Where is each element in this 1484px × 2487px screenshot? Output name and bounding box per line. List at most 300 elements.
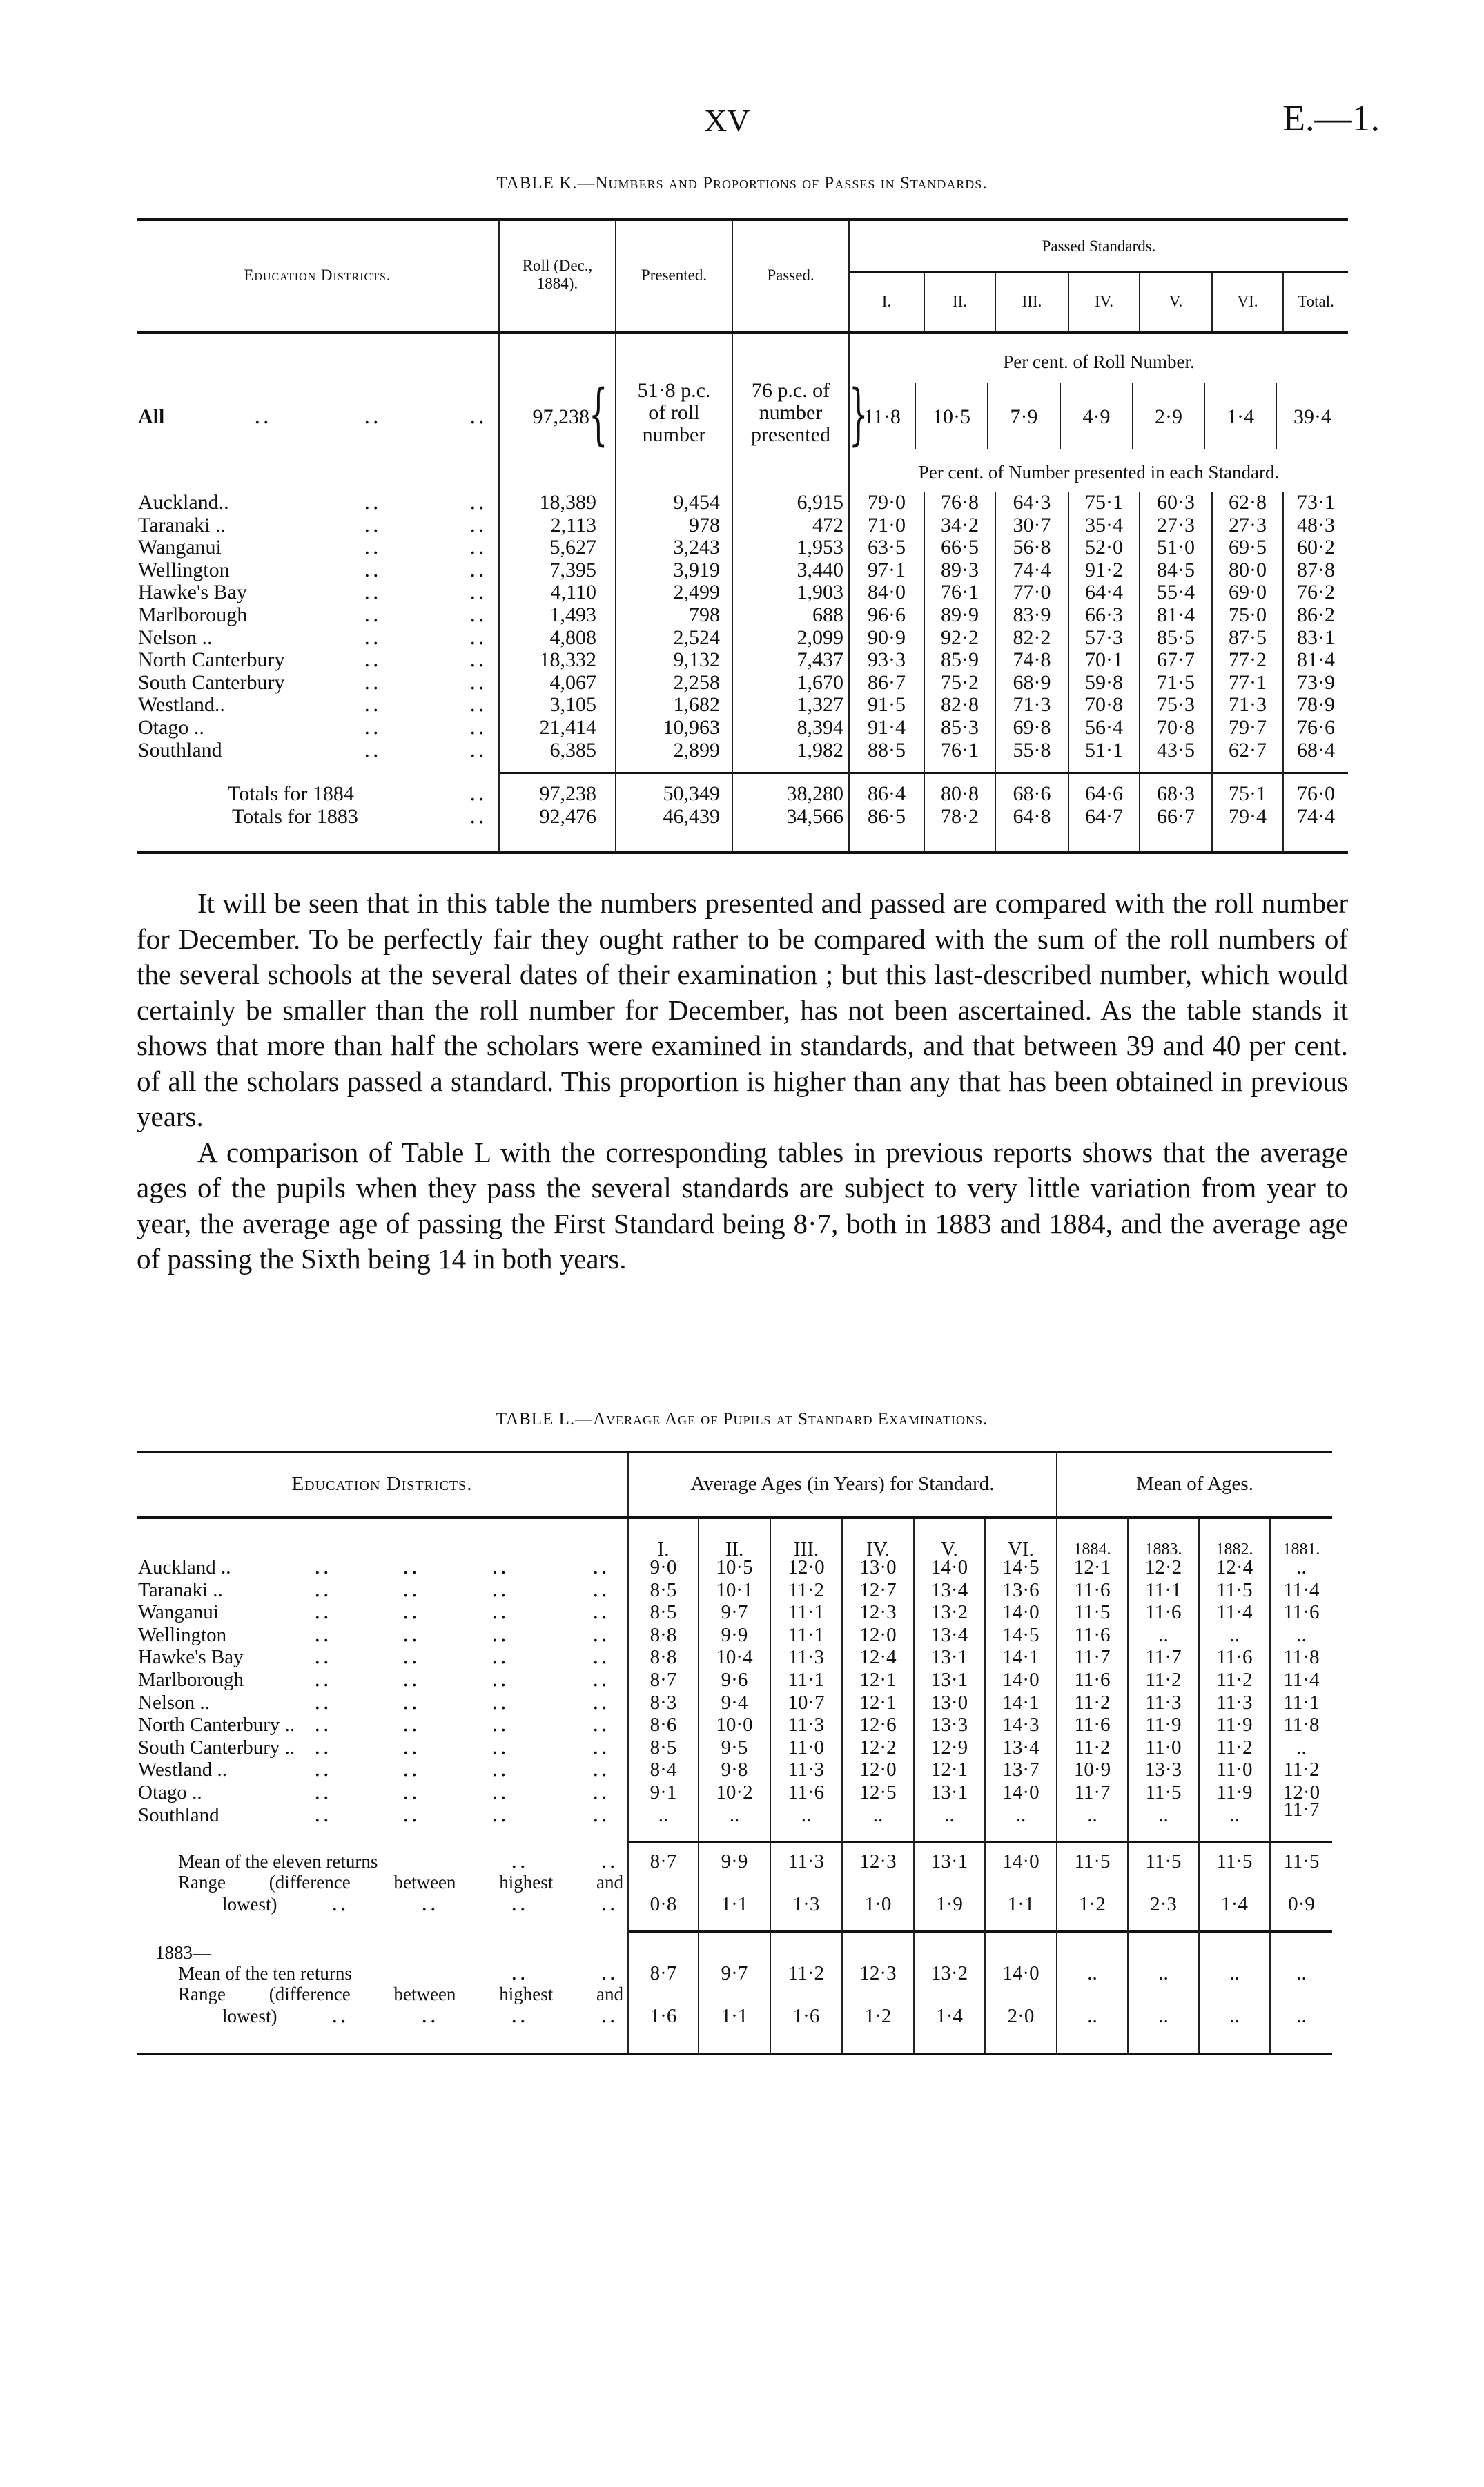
leader-dots: .. (254, 405, 272, 429)
mean-cell: 11·6 (1074, 1669, 1111, 1691)
passed-cell: 1,327 (797, 693, 843, 717)
leader-dots: .. (592, 1667, 610, 1692)
age-cell: 9·6 (721, 1669, 748, 1691)
percent-cell: 82·2 (1013, 626, 1051, 649)
percent-cell: 51·1 (1085, 738, 1123, 762)
all-passed-line: presented (751, 423, 830, 446)
column-header-roll (500, 257, 615, 293)
leader-dots: .. (592, 1780, 610, 1804)
percent-cell: 76·1 (941, 581, 979, 604)
age-cell: 12·0 (788, 1556, 825, 1578)
percent-cell: 76·2 (1297, 581, 1335, 604)
district-name: Westland .. (138, 1759, 227, 1781)
summary-mean-cell: 11·2 (788, 1962, 825, 1984)
presented-cell: 2,899 (673, 738, 720, 762)
all-percent-cell: 1·4 (1227, 405, 1254, 428)
percent-cell: 83·9 (1013, 603, 1051, 626)
mean-cell: 11·4 (1283, 1578, 1320, 1601)
age-cell: 10·5 (716, 1556, 753, 1578)
age-cell: 13·1 (930, 1669, 968, 1691)
percent-cell: 64·6 (1085, 782, 1123, 805)
leader-dots: .. (491, 1802, 509, 1827)
mean-cell: .. (1296, 1556, 1307, 1578)
table-k-title: TABLE K.—Numbers and Proportions of Passes in Standards. (496, 174, 988, 193)
range-label-1884: Range (difference between highest and (178, 1872, 623, 1893)
leader-dots: .. (592, 1690, 610, 1714)
district-name: North Canterbury (138, 648, 285, 672)
leader-dots: .. (364, 535, 382, 560)
all-presented-line: 51·8 p.c. (637, 379, 711, 402)
percent-cell: 63·5 (868, 536, 906, 559)
leader-dots: .. (314, 1622, 332, 1647)
mean-cell: 11·5 (1145, 1781, 1182, 1803)
column-header: 1884. (1073, 1540, 1111, 1558)
passed-cell: 472 (812, 513, 843, 536)
age-cell: 9·8 (721, 1759, 748, 1781)
percent-cell: 66·7 (1157, 804, 1195, 828)
district-name: Otago .. (138, 716, 204, 739)
age-cell: 11·3 (788, 1759, 825, 1781)
leader-dots: .. (364, 512, 382, 537)
percent-cell: 74·4 (1297, 804, 1335, 828)
leader-dots: .. (469, 580, 487, 605)
leader-dots: .. (364, 625, 382, 650)
mean-cell: 11·0 (1216, 1759, 1253, 1781)
percent-cell: 77·0 (1013, 581, 1051, 604)
table-l-top-rule (137, 1451, 1332, 1453)
presented-cell: 2,524 (673, 626, 720, 649)
leader-dots: .. (469, 512, 487, 537)
subheading-per-cent-roll: Per cent. of Roll Number. (1003, 351, 1195, 372)
leader-dots: .. (402, 1667, 420, 1692)
column-header-standard: V. (1169, 293, 1183, 310)
mean-cell: 10·9 (1073, 1759, 1111, 1781)
column-header: 1881. (1282, 1540, 1320, 1558)
mean-cell: 12·1 (1073, 1556, 1111, 1578)
leader-dots: .. (491, 1667, 509, 1692)
leader-dots: .. (402, 1690, 420, 1714)
table-k-bottom-rule (137, 851, 1348, 854)
age-cell: .. (944, 1803, 955, 1826)
age-cell: 9·5 (721, 1736, 748, 1759)
leader-dots: .. (491, 1555, 509, 1579)
leader-dots: .. (314, 1690, 332, 1714)
percent-cell: 76·1 (941, 738, 979, 762)
percent-cell: 70·8 (1085, 693, 1123, 717)
leader-dots: .. (402, 1600, 420, 1625)
summary-mean-cell: .. (1087, 1962, 1097, 1984)
leader-dots: .. (592, 1577, 610, 1602)
column-header-standard: II. (952, 293, 968, 310)
age-cell: 13·6 (1002, 1578, 1039, 1601)
age-cell: .. (729, 1803, 740, 1826)
summary-range-cell: 1·1 (721, 1893, 748, 1915)
district-name: Hawke's Bay (138, 1646, 244, 1669)
percent-cell: 78·9 (1297, 693, 1335, 717)
leader-dots: .. (491, 1577, 509, 1602)
roll-cell: 18,332 (539, 648, 596, 672)
district-name: Westland.. (138, 693, 225, 717)
summary-range-cell: 1·4 (936, 2005, 963, 2027)
leader-dots: .. (314, 1734, 332, 1759)
mean-cell: 11·6 (1074, 1623, 1111, 1646)
age-cell: 9·7 (721, 1601, 748, 1624)
summary-mean-cell: .. (1158, 1962, 1169, 1984)
percent-cell: 79·7 (1229, 716, 1267, 739)
mean-cell: 11·7 (1074, 1781, 1111, 1803)
mean-cell: 11·4 (1283, 1669, 1320, 1691)
table-l-title: TABLE L.—Average Age of Pupils at Standard Examinations. (496, 1410, 988, 1429)
percent-cell: 73·9 (1297, 670, 1335, 694)
summary-mean-cell: 9·7 (721, 1962, 748, 1984)
district-name: Marlborough (138, 1669, 244, 1691)
percent-cell: 75·0 (1229, 603, 1267, 626)
percent-cell: 89·3 (941, 558, 979, 581)
district-name: Otago .. (138, 1781, 202, 1803)
leader-dots: .. (491, 1780, 509, 1804)
percent-cell: 75·2 (941, 670, 979, 694)
age-cell: 11·3 (788, 1646, 825, 1669)
percent-cell: 75·1 (1229, 782, 1267, 805)
all-passed-line: number (759, 401, 823, 424)
percent-cell: 69·5 (1229, 536, 1267, 559)
age-cell: 14·1 (1002, 1646, 1039, 1669)
summary-range-cell: 2·0 (1007, 2005, 1035, 2027)
summary-range-cell: 1·6 (650, 2005, 677, 2027)
percent-cell: 84·0 (868, 581, 906, 604)
age-cell: 9·1 (650, 1781, 677, 1803)
mean-cell: 11·3 (1145, 1691, 1182, 1714)
mean-cell: 12·0 (1282, 1781, 1320, 1803)
passed-cell: 1,953 (797, 536, 843, 559)
percent-cell: 93·3 (868, 648, 906, 672)
leader-dots: .. (491, 1622, 509, 1647)
leader-dots: .. (314, 1802, 332, 1827)
percent-cell: 68·6 (1013, 782, 1051, 805)
leader-dots: .. (402, 1734, 420, 1759)
district-name: South Canterbury .. (138, 1736, 295, 1759)
mean-cell: 11·4 (1216, 1601, 1253, 1624)
leader-dots: .. (592, 1734, 610, 1759)
mean-cell: 11·5 (1216, 1578, 1253, 1601)
roll-cell: 6,385 (549, 738, 596, 762)
leader-dots: .. (402, 1757, 420, 1782)
age-cell: 13·3 (930, 1714, 968, 1736)
passed-cell: 38,280 (786, 782, 843, 805)
summary-range-cell: .. (1158, 2005, 1169, 2027)
summary-range-cell: .. (1229, 2005, 1240, 2027)
all-percent-cell: 10·5 (933, 405, 970, 428)
mean-cell: 11·6 (1074, 1714, 1111, 1736)
leader-dots: .. (469, 535, 487, 560)
district-name: Nelson .. (138, 1691, 210, 1714)
column-header: IV. (866, 1538, 890, 1560)
percent-cell: 66·5 (941, 536, 979, 559)
district-name: South Canterbury (138, 670, 285, 694)
leader-dots: .. (331, 1892, 349, 1916)
percent-cell: 70·8 (1157, 716, 1195, 739)
leader-dots: .. (314, 1577, 332, 1602)
roll-cell: 2,113 (550, 513, 596, 536)
leader-dots: .. (469, 693, 487, 717)
all-passed-line: 76 p.c. of (751, 379, 830, 402)
leader-dots: .. (314, 1757, 332, 1782)
presented-cell: 50,349 (663, 782, 720, 805)
percent-cell: 68·3 (1157, 782, 1195, 805)
age-cell: 12·0 (859, 1623, 897, 1646)
percent-cell: 30·7 (1013, 513, 1051, 536)
column-header: VI. (1008, 1538, 1034, 1560)
age-cell: 11·6 (788, 1781, 825, 1803)
all-passed (733, 380, 848, 446)
leader-dots: .. (469, 782, 487, 806)
percent-cell: 85·3 (941, 716, 979, 739)
percent-cell: 71·0 (868, 513, 906, 536)
leader-dots: .. (314, 1780, 332, 1804)
leader-dots: .. (314, 1712, 332, 1737)
age-cell: 12·9 (930, 1736, 968, 1759)
passed-cell: 6,915 (797, 491, 843, 514)
column-header-presented: Presented. (641, 267, 707, 284)
percent-cell: 48·3 (1297, 513, 1335, 536)
range-label-1883-line2: lowest) (222, 2006, 277, 2026)
age-cell: 13·1 (930, 1781, 968, 1803)
district-name: Wellington (138, 558, 230, 581)
percent-cell: 56·4 (1085, 716, 1123, 739)
leader-dots: .. (314, 1600, 332, 1625)
roll-cell: 7,395 (549, 558, 596, 581)
summary-range-cell: 1·2 (1079, 1893, 1106, 1915)
percent-cell: 55·4 (1157, 581, 1195, 604)
leader-dots: .. (469, 670, 487, 695)
district-name: Wellington (138, 1623, 227, 1646)
age-cell: 11·1 (788, 1601, 825, 1624)
leader-dots: .. (491, 1645, 509, 1670)
passed-cell: 7,437 (797, 648, 843, 672)
district-name: Taranaki .. (138, 1578, 223, 1601)
summary-range-cell: 1·6 (792, 2005, 820, 2027)
mean-cell: .. (1296, 1736, 1307, 1759)
age-cell: .. (1015, 1803, 1026, 1826)
percent-cell: 76·0 (1297, 782, 1335, 805)
summary-mean-cell: 9·9 (721, 1850, 748, 1872)
percent-cell: 81·4 (1297, 648, 1335, 672)
leader-dots: .. (364, 693, 382, 717)
age-cell: 14·3 (1002, 1714, 1039, 1736)
age-cell: 12·1 (859, 1669, 897, 1691)
passed-cell: 1,903 (797, 581, 843, 604)
age-cell: 8·4 (650, 1759, 677, 1781)
summary-mean-cell: 11·5 (1074, 1850, 1111, 1872)
percent-cell: 60·2 (1297, 536, 1335, 559)
mean-cell: 11·2 (1283, 1759, 1320, 1781)
percent-cell: 27·3 (1229, 513, 1267, 536)
percent-cell: 81·4 (1157, 603, 1195, 626)
leader-dots: .. (469, 405, 487, 429)
age-cell: .. (801, 1803, 812, 1826)
leader-dots: .. (592, 1712, 610, 1737)
mean-cell: 11·9 (1145, 1714, 1182, 1736)
leader-dots: .. (592, 1645, 610, 1670)
leader-dots: .. (592, 1555, 610, 1579)
passed-cell: 8,394 (797, 716, 843, 739)
leader-dots: .. (601, 1961, 618, 1985)
summary-range-cell: 1·4 (1221, 1893, 1248, 1915)
paragraph: It will be seen that in this table the numbers presented and passed are compared with the roll number for December. To be perfectly fair they ought rather to be compared with the sum of the roll numbers of the several schools at the several dates of their examination ; but this last-described number, which would certainly be smaller than the roll number for December, has not been ascertained. As the table stands it shows that more than half the scholars were examined in standards, and that between 39 and 40 per cent. of all the scholars passed a standard. This proportion is higher than any that has been obtained in previous years. (137, 887, 1348, 1132)
leader-dots: .. (364, 490, 382, 514)
summary-range-cell: 1·1 (1007, 1893, 1035, 1915)
leader-dots: .. (402, 1780, 420, 1804)
percent-cell: 89·9 (941, 603, 979, 626)
age-cell: 13·2 (930, 1601, 968, 1624)
column-header-passed-standards: Passed Standards. (1042, 238, 1156, 255)
all-percent-cell: 11·8 (863, 405, 901, 428)
district-name: Marlborough (138, 603, 248, 626)
roll-header-line2: 1884). (536, 275, 578, 292)
age-cell: 14·0 (1002, 1601, 1039, 1624)
leader-dots: .. (421, 1892, 439, 1916)
percent-cell: 69·0 (1229, 581, 1267, 604)
table-k-vline (1132, 383, 1133, 449)
column-header-standard: III. (1022, 293, 1042, 310)
summary-mean-cell: 11·3 (788, 1850, 825, 1872)
age-cell: 8·8 (650, 1623, 677, 1646)
column-header: III. (793, 1538, 819, 1560)
age-cell: 14·1 (1002, 1691, 1039, 1714)
age-cell: 13·0 (930, 1691, 968, 1714)
summary-range-cell: .. (1087, 2005, 1097, 2027)
mean-cell: .. (1229, 1623, 1240, 1646)
percent-cell: 91·5 (868, 693, 906, 717)
table-k-vline (1276, 383, 1277, 449)
percent-cell: 70·1 (1085, 648, 1123, 672)
percent-cell: 75·3 (1157, 693, 1195, 717)
summary-range-cell: 1·1 (721, 2005, 748, 2027)
leader-dots: .. (364, 670, 382, 695)
presented-cell: 2,258 (673, 670, 720, 694)
percent-cell: 27·3 (1157, 513, 1195, 536)
totals-label: Totals for 1884 (228, 782, 354, 805)
table-k-header-rule (137, 331, 1348, 334)
roll-cell: 92,476 (539, 804, 596, 828)
mean-cell: 11·7 (1283, 1798, 1320, 1821)
leader-dots: .. (469, 715, 487, 739)
percent-cell: 74·8 (1013, 648, 1051, 672)
right-brace-icon: } (849, 376, 868, 453)
roll-cell: 4,808 (549, 626, 596, 649)
age-cell: 11·0 (788, 1736, 825, 1759)
district-name: Hawke's Bay (138, 581, 247, 604)
passed-cell: 2,099 (797, 626, 843, 649)
all-percent-cell: 39·4 (1293, 405, 1331, 428)
percent-cell: 80·0 (1229, 558, 1267, 581)
age-cell: 10·0 (716, 1714, 753, 1736)
percent-cell: 73·1 (1297, 491, 1335, 514)
totals-label: Totals for 1883 (232, 804, 358, 828)
presented-cell: 2,499 (673, 581, 720, 604)
age-cell: 10·4 (716, 1646, 753, 1669)
mean-cell: 11·6 (1283, 1601, 1320, 1624)
percent-cell: 64·8 (1013, 804, 1051, 828)
left-brace-icon: { (589, 376, 608, 453)
mean-cell: 11·5 (1074, 1601, 1111, 1624)
district-name: Auckland .. (138, 1556, 231, 1578)
age-cell: 12·5 (859, 1781, 897, 1803)
passed-cell: 1,670 (797, 670, 843, 694)
age-cell: 13·1 (930, 1646, 968, 1669)
percent-cell: 82·8 (941, 693, 979, 717)
percent-cell: 87·5 (1229, 626, 1267, 649)
leader-dots: .. (364, 580, 382, 605)
percent-cell: 86·7 (868, 670, 906, 694)
roll-cell: 1,493 (549, 603, 596, 626)
column-header-passed: Passed. (767, 267, 814, 284)
summary-range-cell: 0·9 (1288, 1893, 1315, 1915)
percent-cell: 97·1 (868, 558, 906, 581)
body-text (137, 886, 1348, 1277)
percent-cell: 64·4 (1085, 581, 1123, 604)
leader-dots: .. (402, 1802, 420, 1827)
mean-cell: 11·9 (1216, 1781, 1253, 1803)
summary-mean-cell: 8·7 (650, 1850, 677, 1872)
age-cell: 11·1 (788, 1623, 825, 1646)
age-cell: 11·2 (788, 1578, 825, 1601)
subheading-per-cent-presented: Per cent. of Number presented in each Standard. (918, 462, 1280, 483)
paragraph: A comparison of Table L with the corresponding tables in previous reports shows that the average ages of the pupils when they pass the several standards are subject to very little variation from year to year, the average age of passing the First Standard being 8·7, both in 1883 and 1884, and the average age of passing the Sixth being 14 in both years. (137, 1136, 1348, 1275)
table-l-header-rule (137, 1516, 1332, 1519)
age-cell: 12·6 (859, 1714, 897, 1736)
mean-eleven-label: Mean of the eleven returns (178, 1851, 378, 1872)
leader-dots: .. (364, 737, 382, 762)
mean-cell: 11·8 (1283, 1714, 1320, 1736)
age-cell: 12·4 (859, 1646, 897, 1669)
percent-cell: 85·9 (941, 648, 979, 672)
district-name: Southland (138, 738, 222, 762)
leader-dots: .. (511, 1961, 529, 1985)
percent-cell: 96·6 (868, 603, 906, 626)
age-cell: 12·7 (859, 1578, 897, 1601)
percent-cell: 83·1 (1297, 626, 1335, 649)
all-presented-line: of roll (648, 401, 700, 424)
all-row-label: All (138, 405, 165, 428)
leader-dots: .. (364, 715, 382, 739)
column-header-mean-of-ages: Mean of Ages. (1136, 1473, 1253, 1495)
percent-cell: 71·3 (1013, 693, 1051, 717)
column-header: I. (657, 1538, 670, 1560)
percent-cell: 78·2 (941, 804, 979, 828)
age-cell: 12·3 (859, 1601, 897, 1624)
percent-cell: 64·7 (1085, 804, 1123, 828)
age-cell: 9·4 (721, 1691, 748, 1714)
summary-range-cell: 0·8 (650, 1893, 677, 1915)
table-l-1883-rule (627, 1930, 1332, 1933)
age-cell: 11·1 (788, 1669, 825, 1691)
mean-cell: 11·2 (1074, 1736, 1111, 1759)
percent-cell: 68·4 (1297, 738, 1335, 762)
leader-dots: .. (592, 1757, 610, 1782)
mean-cell: 11·3 (1216, 1691, 1253, 1714)
age-cell: 12·2 (859, 1736, 897, 1759)
district-name: Auckland.. (138, 491, 229, 514)
percent-cell: 56·8 (1013, 536, 1051, 559)
age-cell: 13·7 (1002, 1759, 1039, 1781)
percent-cell: 35·4 (1085, 513, 1123, 536)
percent-cell: 68·9 (1013, 670, 1051, 694)
mean-cell: .. (1229, 1803, 1240, 1826)
leader-dots: .. (364, 603, 382, 627)
summary-mean-cell: 14·0 (1002, 1850, 1039, 1872)
percent-cell: 79·4 (1229, 804, 1267, 828)
